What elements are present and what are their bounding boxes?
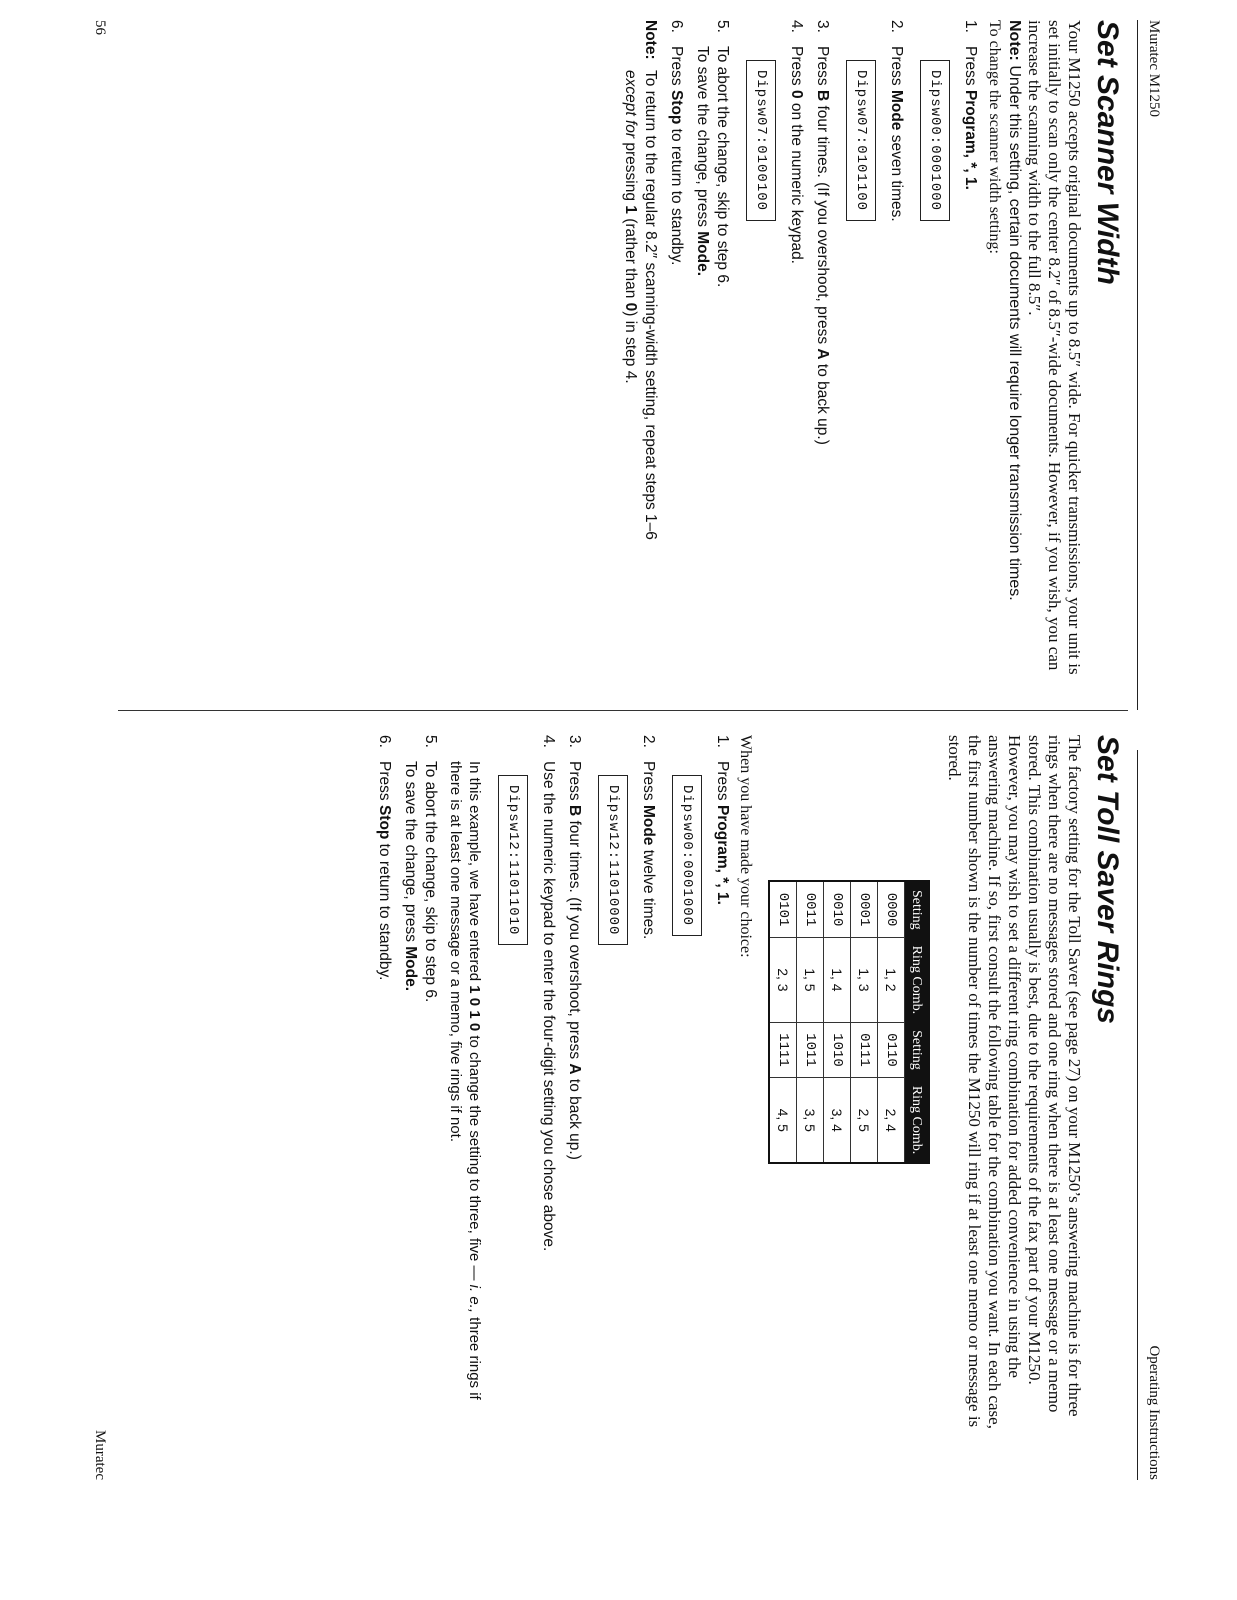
section-body: However, you may wish to set a different ring combination for added convenience in using the answering machine. If so, first consult the following table for the combination you want. In each case, the first number shown is the number of times the M1250 will ring if at least one memo or message is stored. — [945, 735, 1024, 1429]
step-text: To save the change, press — [402, 761, 419, 947]
key-name: B — [814, 89, 831, 102]
key-name: A — [814, 348, 831, 360]
table-cell: 1, 2 — [878, 938, 905, 1022]
table-cell: 3, 4 — [824, 1078, 851, 1163]
step-text: . — [402, 986, 419, 992]
step-text: to back up.) — [566, 1074, 583, 1160]
step-number: 3. — [814, 20, 831, 33]
steps-list — [666, 20, 980, 690]
header-rule — [1137, 750, 1138, 1480]
steps-intro: To change the scanner width setting: — [986, 20, 1003, 254]
step — [812, 20, 832, 690]
step-number: 5. — [422, 735, 439, 748]
key-name: B — [566, 804, 583, 817]
column-header: Ring Comb. — [905, 1078, 930, 1163]
example-text: i. e., — [466, 1284, 483, 1314]
table-header-row — [905, 881, 930, 1163]
step-text: to return to standby. — [668, 124, 685, 266]
step-text: seven times. — [888, 130, 905, 222]
note-label: Note: — [642, 20, 659, 60]
key-name: Mode — [888, 89, 905, 131]
step-number: 6. — [376, 735, 393, 748]
table-cell: 0111 — [851, 1022, 878, 1078]
footer-brand: Muratec — [92, 1430, 108, 1480]
step-number: 1. — [962, 20, 979, 33]
document-page — [78, 0, 1168, 1500]
table-row — [769, 881, 797, 1163]
page-number: 56 — [92, 20, 108, 35]
key-name: A — [566, 1063, 583, 1075]
step — [590, 735, 658, 1435]
note-text: pressing — [622, 138, 639, 206]
table-cell: 0000 — [878, 881, 905, 938]
step-number: 4. — [788, 20, 805, 33]
step-text: Press — [788, 46, 805, 90]
step — [738, 20, 806, 690]
page-footer — [78, 20, 108, 1480]
example-text: to change the setting to three, five — — [466, 1031, 483, 1285]
steps-list — [374, 735, 732, 1435]
table-row — [824, 881, 851, 1163]
table-cell: 1, 3 — [851, 938, 878, 1022]
table-cell: 1, 5 — [797, 938, 824, 1022]
table-cell: 2, 3 — [769, 938, 797, 1022]
step-text: Press — [640, 761, 657, 805]
step-text: To abort the change, skip to step 6. — [714, 46, 731, 288]
key-name: 0 — [622, 302, 639, 312]
step-text: Press — [888, 46, 905, 90]
step-number: 5. — [714, 20, 731, 33]
step — [400, 735, 440, 1435]
step-text: four times. (If you overshoot, press — [814, 101, 831, 349]
toll-saver-section — [368, 735, 1128, 1435]
step — [374, 735, 394, 1435]
step-text: twelve times. — [640, 845, 657, 940]
step-text: To save the change, press — [694, 46, 711, 232]
column-header: Setting — [905, 881, 930, 938]
example-text: three rings if there is at least one message or a memo, five rings if not. — [447, 761, 483, 1400]
section-body: The factory setting for the Toll Saver (see page 27) on your M1250’s answering machine is for three rings when there are no messages stored and one ring when there is at least one message or a memo stored. This combination usually is best, due to the requirements of the fax part of your M1250. — [1025, 735, 1084, 1417]
key-name: Mode — [402, 946, 419, 987]
table-cell: 4, 5 — [769, 1078, 797, 1163]
step — [564, 735, 584, 1435]
example-text: In this example, we have entered — [466, 761, 483, 986]
note-text: except for — [622, 70, 639, 139]
note-text: ) in step 4. — [622, 311, 639, 384]
table-cell: 1111 — [769, 1022, 797, 1078]
table-cell: 2, 5 — [851, 1078, 878, 1163]
step-text: to return to standby. — [376, 839, 393, 981]
lcd-display: Dipsw12:11011010 — [498, 775, 528, 945]
key-name: Stop — [668, 89, 685, 125]
step-number: 2. — [640, 735, 657, 748]
step-number: 1. — [714, 735, 731, 748]
final-note — [620, 20, 660, 690]
step-text: Press — [814, 46, 831, 90]
step — [838, 20, 906, 690]
step-text: Press — [714, 761, 731, 805]
page-header — [1128, 20, 1168, 1480]
step-number: 4. — [540, 735, 557, 748]
step-text: Press — [566, 761, 583, 805]
column-header: Ring Comb. — [905, 938, 930, 1022]
table-cell: 1011 — [797, 1022, 824, 1078]
section-body: Your M1250 accepts original documents up to 8.5″ wide. For quicker transmissions, your unit is set initially to scan only the center 8.2″ of 8.5″-wide documents. However, if you wish, you can increase the scanning width to the full 8.5″. — [1025, 20, 1084, 675]
key-name: Stop — [376, 804, 393, 840]
step-text: . — [694, 271, 711, 277]
lcd-display: Dipsw07:0100100 — [746, 60, 776, 221]
steps-intro: When you have made your choice: — [737, 735, 754, 958]
note-label: Note: — [1006, 20, 1023, 61]
table-cell: 0010 — [824, 881, 851, 938]
note-text: To return to the regular 8.2″ scanning-width setting, repeat steps 1–6 — [642, 70, 659, 540]
table-cell: 1, 4 — [824, 938, 851, 1022]
step — [912, 20, 980, 690]
table-cell: 0001 — [851, 881, 878, 938]
step-number: 3. — [566, 735, 583, 748]
key-name: 1 — [622, 205, 639, 214]
example-value: 1 0 1 0 — [466, 985, 483, 1032]
note-text: Under this setting, certain documents will require longer transmission times. — [1006, 65, 1023, 601]
key-name: 0 — [788, 89, 805, 99]
table-cell: 0011 — [797, 881, 824, 938]
header-section: Operating Instructions — [1146, 1345, 1162, 1480]
step-text: Press — [668, 46, 685, 90]
step — [692, 20, 732, 690]
lcd-display: Dipsw00:0001000 — [672, 775, 702, 936]
step-text: . — [962, 185, 979, 190]
section-note — [1004, 20, 1024, 690]
note-text: (rather than — [622, 213, 639, 303]
table-row — [851, 881, 878, 1163]
step — [664, 735, 732, 1435]
scanner-width-section — [620, 20, 1128, 690]
table-cell: 2, 4 — [878, 1078, 905, 1163]
key-name: Program, *, 1 — [714, 804, 731, 901]
step-text: . — [714, 900, 731, 905]
step-text: to back up.) — [814, 359, 831, 445]
key-name: Mode — [694, 231, 711, 272]
lcd-display: Dipsw07:0101100 — [846, 60, 876, 221]
step-text: four times. (If you overshoot, press — [566, 816, 583, 1064]
table-cell: 0110 — [878, 1022, 905, 1078]
step-text: To abort the change, skip to step 6. — [422, 761, 439, 1003]
table-cell: 3, 5 — [797, 1078, 824, 1163]
table-cell: 1010 — [824, 1022, 851, 1078]
step-number: 2. — [888, 20, 905, 33]
key-name: Mode — [640, 804, 657, 846]
step-text: Press — [376, 761, 393, 805]
step-text: Use the numeric keypad to enter the four-digit setting you chose above. — [540, 761, 557, 1252]
lcd-display: Dipsw12:11010000 — [598, 775, 628, 945]
step-number: 6. — [668, 20, 685, 33]
step-text: on the numeric keypad. — [788, 98, 805, 264]
section-title: Set Toll Saver Rings — [1091, 735, 1124, 1024]
step-text: Press — [962, 46, 979, 90]
column-divider — [118, 710, 1128, 711]
example-note — [446, 761, 484, 1435]
key-name: Program, *, 1 — [962, 89, 979, 186]
header-model: Muratec M1250 — [1146, 20, 1162, 118]
table-row — [878, 881, 905, 1163]
column-header: Setting — [905, 1022, 930, 1078]
table-row — [797, 881, 824, 1163]
lcd-display: Dipsw00:0001000 — [920, 60, 950, 221]
step — [666, 20, 686, 690]
section-title: Set Scanner Width — [1091, 20, 1124, 285]
header-rule — [1137, 20, 1138, 710]
table-cell: 0101 — [769, 881, 797, 938]
step — [446, 735, 558, 1435]
ring-combination-table — [768, 880, 930, 1164]
